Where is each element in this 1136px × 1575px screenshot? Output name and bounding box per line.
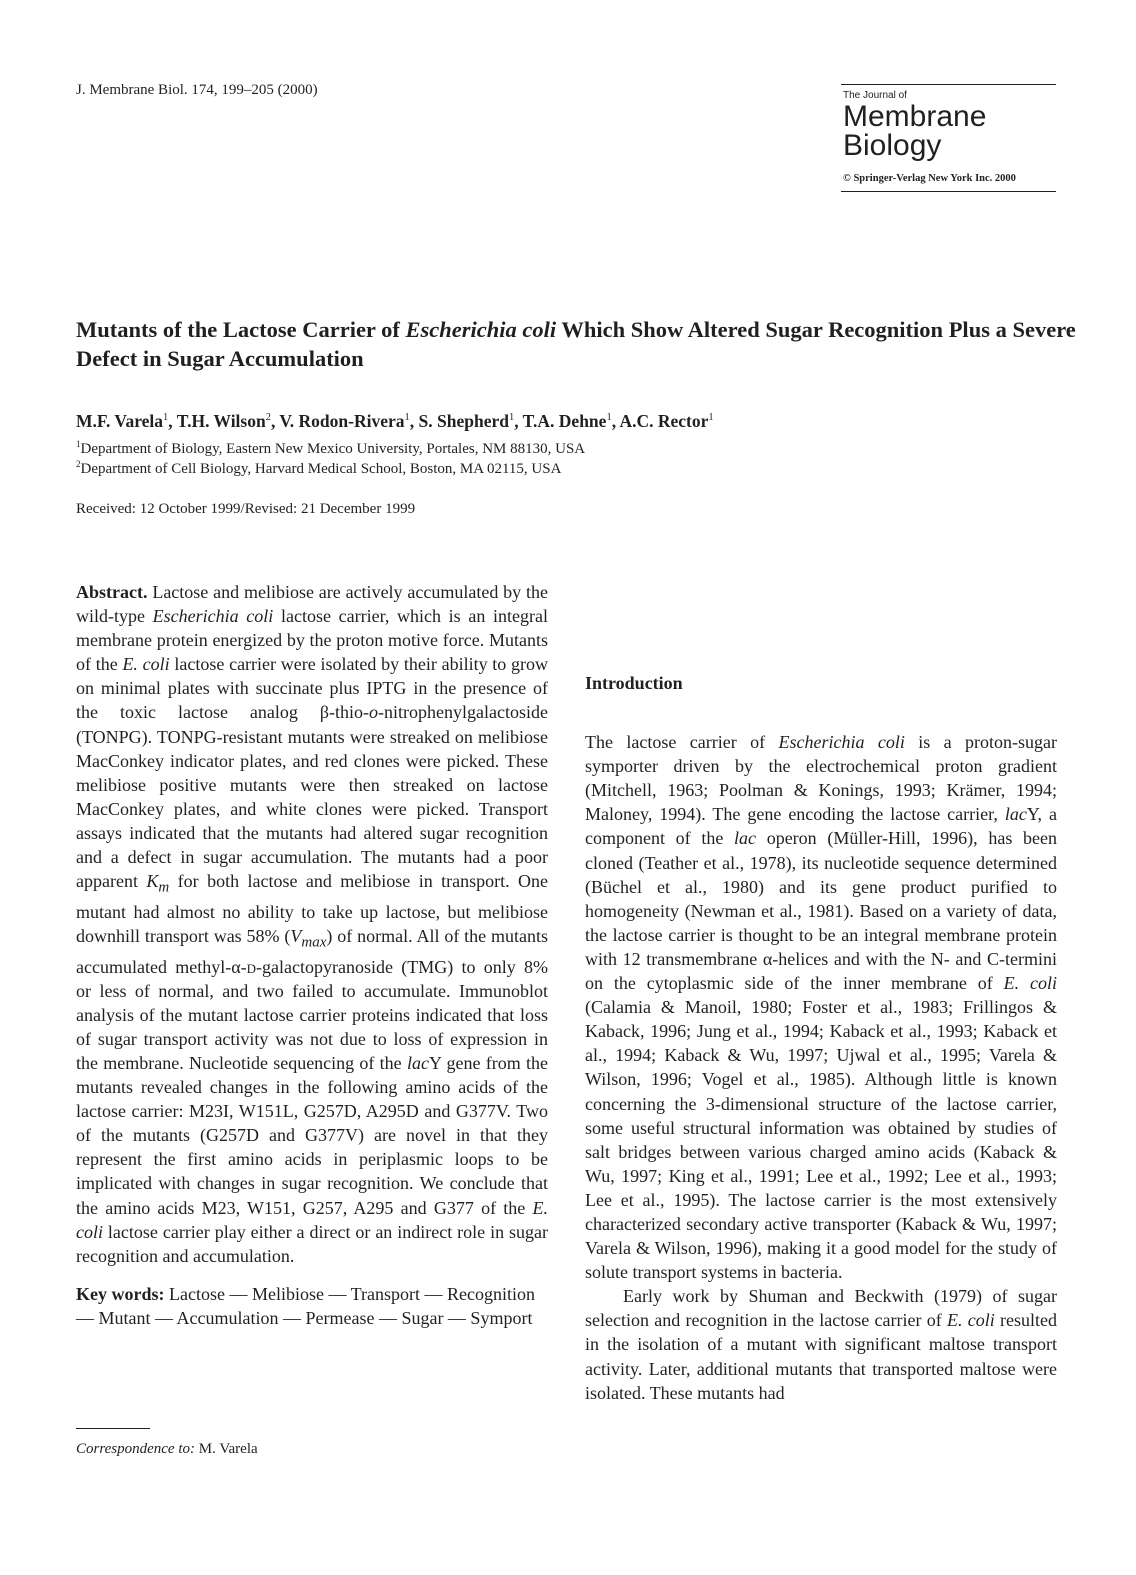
author-list: M.F. Varela$^1$, T.H. Wilson$^2$, V. Rodon-Rivera$^1$, S. Shepherd$^1$, T.A. Dehne$^1$, A.C. Rector$^1$ <box>76 411 714 431</box>
abstract <box>76 580 548 1268</box>
journal-logo-box <box>841 84 1056 192</box>
affiliation-number: 1 <box>76 439 81 450</box>
footnote-label: Correspondence to: <box>76 1441 196 1457</box>
paper-title <box>76 315 1076 373</box>
author-affiliation-mark: 1 <box>163 412 169 424</box>
title-part-2: Which Show Altered Sugar Recognition Plus a Severe Defect in Sugar Accumulation <box>76 317 1076 371</box>
author-name: T.H. Wilson <box>176 411 266 431</box>
abstract-species: E. coli <box>122 654 170 675</box>
footnote-rule <box>76 1428 150 1429</box>
abstract-text: -galactopyranoside (TMG) to only 8% or less of normal, and two failed to accumulate. Immunoblot analysis of the mutant lactose carrier proteins indicated that loss of sugar transport activity was not due to loss of expression in the membrane. Nucleotide sequencing of the <box>76 956 548 1073</box>
abstract-text: lactose carrier were isolated by their ability to grow on minimal plates with succinate plus IPTG in the presence of the toxic lactose analog β-thio- <box>76 654 549 723</box>
intro-species: Escherichia coli <box>778 732 905 753</box>
abstract-km-subscript: m <box>158 879 170 896</box>
affiliation-text: Department of Cell Biology, Harvard Medical School, Boston, MA 02115, USA <box>80 461 562 477</box>
right-column <box>585 580 1057 1405</box>
left-column <box>76 580 548 1330</box>
author-name: M.F. Varela <box>76 411 164 431</box>
author-name: S. Shepherd <box>418 411 509 431</box>
affiliation-2 <box>76 460 976 478</box>
intro-species: E. coli <box>1003 973 1057 994</box>
footnote-name: M. Varela <box>195 1441 258 1457</box>
author-affiliation-mark: 1 <box>404 412 410 424</box>
keywords-continuation-space <box>585 580 1057 628</box>
affiliation-number: 2 <box>76 459 81 470</box>
abstract-vmax-subscript: max <box>301 934 327 951</box>
introduction-paragraph-2 <box>585 1284 1057 1404</box>
author-affiliation-mark: 1 <box>508 412 515 424</box>
author-name: V. Rodon-Rivera <box>279 411 405 431</box>
abstract-vmax: V <box>290 925 302 946</box>
title-part-1: Mutants of the Lactose Carrier of <box>76 317 406 342</box>
abstract-text: lactose carrier play either a direct or an indirect role in sugar recognition and accumulation. <box>76 1221 548 1266</box>
abstract-italic: o <box>369 702 379 723</box>
abstract-species: E. coli <box>76 1197 548 1242</box>
intro-text: resulted in the isolation of a mutant with significant maltose transport activity. Later, additional mutants that transported maltose were isolated. These mutants had <box>585 1310 1057 1403</box>
journal-logo-name-1: Membrane <box>843 100 987 133</box>
abstract-text: -nitrophenylgalactoside (TONPG). TONPG-resistant mutants were streaked on melibiose MacConkey indicator plates, and red clones were picked. These melibiose positive mutants were then streaked on lactose MacConkey plates, and white clones were picked. Transport assays indicated that the mutants had altered sugar recognition and a defect in sugar accumulation. The mutants had a poor apparent <box>76 702 548 892</box>
abstract-text: ) of normal. All of the mutants accumulated methyl-α- <box>76 925 549 977</box>
intro-text: (Calamia & Manoil, 1980; Foster et al., 1983; Frillingos & Kaback, 1996; Jung et al., 1994; Kaback et al., 1993; Kaback et al., 1994; Kaback & Wu, 1997; Ujwal et al., 1995; Varela & Wilson, 1996; Vogel et al., 1985). Although little is known concerning the 3-dimensional structure of the lactose carrier, some useful structural information was obtained by studies of salt bridges between various charged amino acids (Kaback & Wu, 1997; King et al., 1991; Lee et al., 1992; Lee et al., 1993; Lee et al., 1995). The lactose carrier is the most extensively characterized secondary active transporter (Kaback & Wu, 1997; Varela & Wilson, 1996), making it a good model for the study of solute transport systems in bacteria. <box>585 997 1057 1283</box>
abstract-text: Lactose and melibiose are actively accumulated by the wild-type <box>76 582 548 627</box>
author-name: T.A. Dehne <box>522 411 607 431</box>
intro-gene: lac <box>1004 804 1027 825</box>
keywords-text: Lactose — Melibiose — Transport — Recognition — Mutant — Accumulation — Permease — Sugar — Symport <box>76 1283 535 1328</box>
abstract-small-caps: d <box>246 956 257 977</box>
received-dates: Received: 12 October 1999/Revised: 21 December 1999 <box>76 501 416 517</box>
intro-text: Early work by Shuman and Beckwith (1979) of sugar selection and recognition in the lactose carrier of <box>585 1286 1057 1331</box>
abstract-gene: lac <box>406 1052 429 1073</box>
abstract-text: for both lactose and melibiose in transport. One mutant had almost no ability to take up lactose, but melibiose downhill transport was 58% ( <box>76 871 548 946</box>
intro-text: Y, a component of the <box>585 804 1057 849</box>
abstract-text: lactose carrier, which is an integral membrane protein energized by the proton motive force. Mutants of the <box>76 606 548 675</box>
journal-logo-name-2: Biology <box>843 129 942 162</box>
author-affiliation-mark: 1 <box>606 412 612 424</box>
journal-copyright: © Springer-Verlag New York Inc. 2000 <box>843 173 1016 184</box>
author-affiliation-mark: 2 <box>265 412 271 424</box>
keywords-label: Key words: <box>76 1283 165 1304</box>
intro-text: operon (Müller-Hill, 1996), has been cloned (Teather et al., 1978), its nucleotide sequence determined (Büchel et al., 1980) and its gene product purified to homogeneity (Newman et al., 1981). Based on a variety of data, the lactose carrier is thought to be an integral membrane protein with 12 transmembrane α-helices and with the N- and C-termini on the cytoplasmic side of the inner membrane of <box>585 828 1057 994</box>
author-affiliation-mark: 1 <box>708 412 714 424</box>
introduction-heading: Introduction <box>585 673 683 693</box>
journal-logo-prefix: The Journal of <box>843 90 907 101</box>
intro-species: E. coli <box>946 1310 995 1331</box>
intro-text: is a proton-sugar symporter driven by the electrochemical proton gradient (Mitchell, 1963; Poolman & Konings, 1993; Krämer, 1994; Maloney, 1994). The gene encoding the lactose carrier, <box>585 732 1057 825</box>
abstract-species: Escherichia coli <box>152 606 274 627</box>
correspondence-footnote <box>76 1441 258 1458</box>
abstract-km: K <box>146 871 159 892</box>
title-species: Escherichia coli <box>405 317 557 342</box>
journal-citation: J. Membrane Biol. 174, 199–205 (2000) <box>76 82 318 98</box>
affiliation-1 <box>76 440 976 458</box>
intro-gene: lac <box>734 828 757 849</box>
introduction-paragraph-1 <box>585 730 1057 1284</box>
keywords <box>76 1282 548 1330</box>
author-name: A.C. Rector <box>619 411 709 431</box>
affiliation-text: Department of Biology, Eastern New Mexico University, Portales, NM 88130, USA <box>80 441 586 457</box>
intro-text: The lactose carrier of <box>585 732 779 753</box>
abstract-label: Abstract. <box>76 582 148 602</box>
abstract-text: Y gene from the mutants revealed changes in the following amino acids of the lactose carrier: M23I, W151L, G257D, A295D and G377V. Two of the mutants (G257D and G377V) are novel in that they represent the first amino acids in periplasmic loops to be implicated with changes in sugar recognition. We conclude that the amino acids M23, W151, G257, A295 and G377 of the <box>76 1052 548 1218</box>
